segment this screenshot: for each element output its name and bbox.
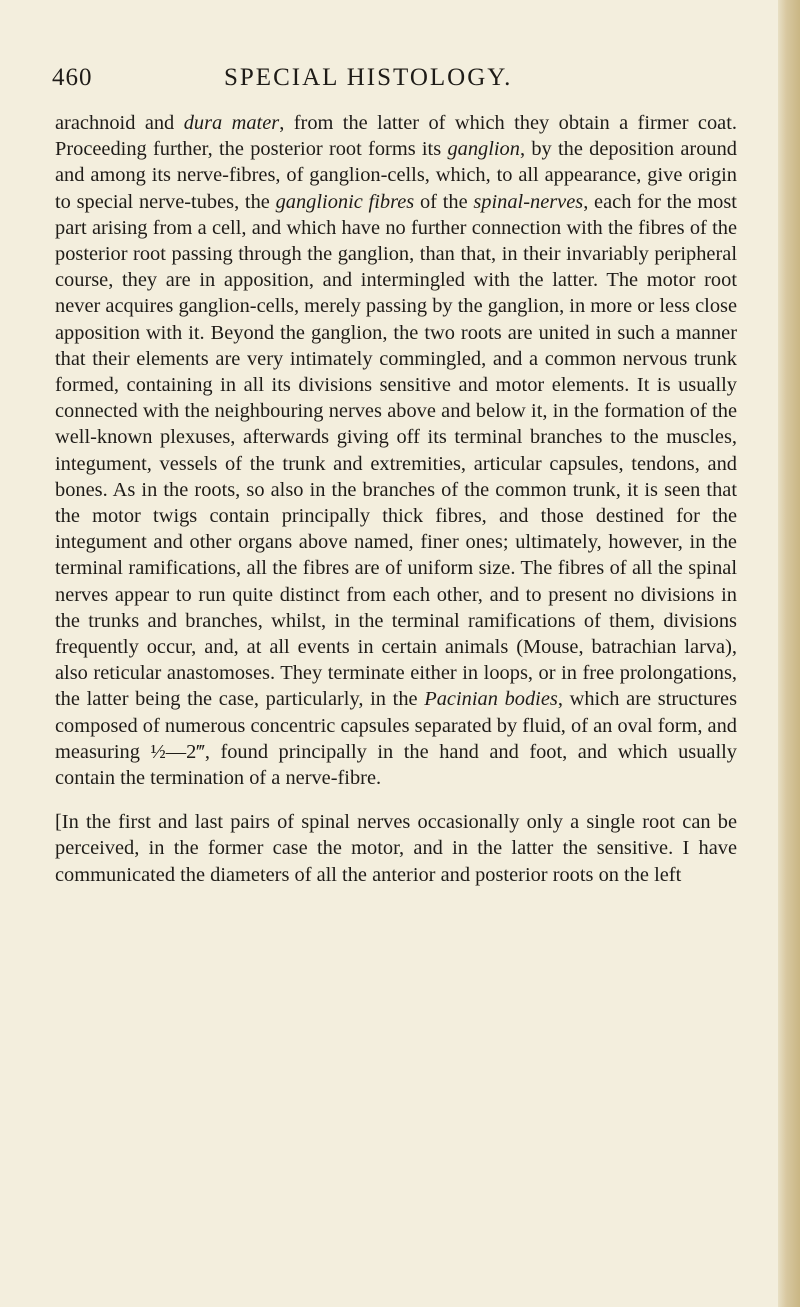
running-head: SPECIAL HISTOLOGY. <box>224 64 513 91</box>
paragraph-2 <box>55 809 737 888</box>
text-span: , from the latter of which they obtain a firmer coat. Proceeding further, the posterior root forms its <box>55 112 737 161</box>
text-span: arachnoid and <box>55 112 184 134</box>
page-header <box>52 64 752 98</box>
text-span: , by the deposition around and among its nerve-fibres, of ganglion-cells, which, to all appearance, give origin to special nerve-tubes, the <box>55 138 737 213</box>
body-text <box>55 110 737 888</box>
page-edge-shadow <box>778 0 800 1307</box>
italic-term: spinal-nerves <box>473 190 584 213</box>
page-number: 460 <box>52 64 93 91</box>
italic-term: ganglionic fibres <box>275 190 415 213</box>
text-span: [In the first and last pairs of spinal nerves occasionally only a single root can be perceived, in the former case the motor, and in the latter the sensitive. I have communicated the diameters of all the anterior and posterior roots on the left <box>55 811 737 886</box>
paragraph-1 <box>55 110 737 791</box>
text-span: of the <box>414 190 474 213</box>
italic-term: ganglion <box>447 138 520 161</box>
text-span: , which are structures composed of numerous concentric capsules separated by fluid, of an oval form, and measuring ½—2‴, found principally in the hand and foot, and which usually contain the termination of a nerve-fibre. <box>55 688 738 790</box>
italic-term: Pacinian bodies <box>424 688 558 711</box>
italic-term: dura mater <box>183 112 280 134</box>
text-span: , each for the most part arising from a cell, and which have no further connection with the fibres of the posterior root passing through the ganglion, than that, in their invariably peripheral course, they are in apposition, and intermingled with the latter. The motor root never acquires ganglion-cells, merely passing by the ganglion, in more or less close apposition with it. Beyond the ganglion, the two roots are united in such a manner that their elements are very intimately commingled, and a common nervous trunk formed, containing in all its divisions sensitive and motor elements. It is usually connected with the neighbouring nerves above and below it, in the formation of the well-known plexuses, afterwards giving off its terminal branches to the muscles, integument, vessels of the trunk and extremities, articular capsules, tendons, and bones. As in the roots, so also in the branches of the common trunk, it is seen that the motor twigs contain principally thick fibres, and those destined for the integument and other organs above named, finer ones; ultimately, however, in the terminal ramifications, all the fibres are of uniform size. The fibres of all the spinal nerves appear to run quite distinct from each other, and to present no divisions in the trunks and branches, whilst, in the terminal ramifications of them, divisions frequently occur, and, at all events in certain animals (Mouse, batrachian larva), also reticular anastomoses. They terminate either in loops, or in free prolongations, the latter being the case, particularly, in the <box>55 190 737 711</box>
